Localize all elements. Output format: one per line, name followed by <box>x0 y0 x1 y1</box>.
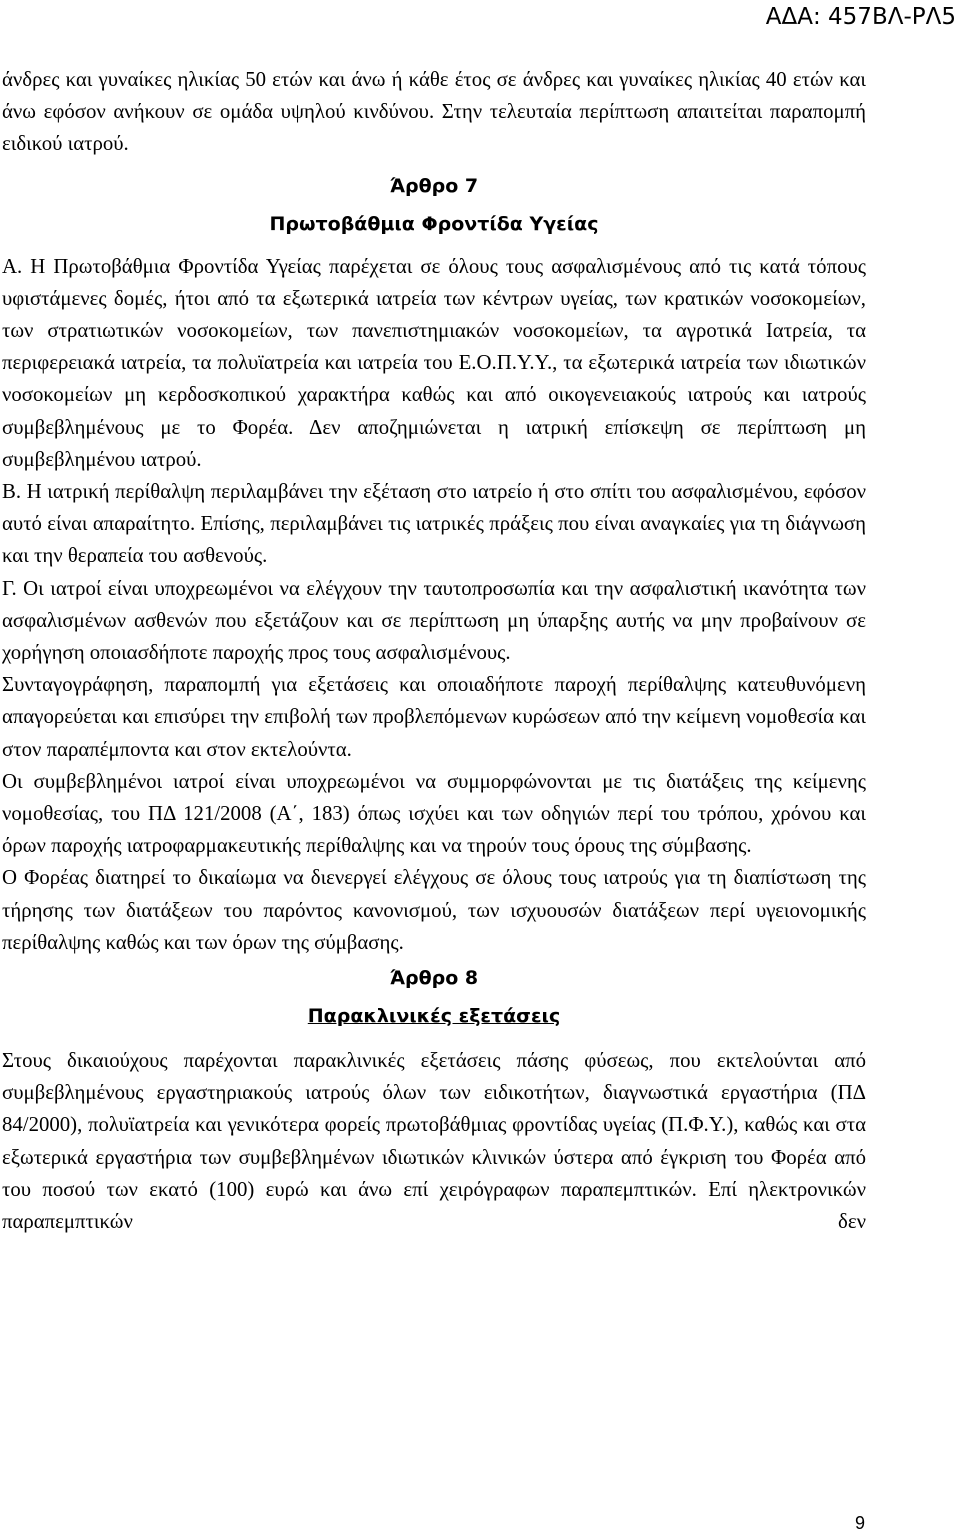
article-7-paragraph-a: Α. Η Πρωτοβάθμια Φροντίδα Υγείας παρέχεται σε όλους τους ασφαλισμένους από τις κατά τόπους υφιστάμενες δομές, ήτοι από τα εξωτερικά ιατρεία των κέντρων υγείας, των κρατικών νοσοκομείων, των στρατιωτικών νοσοκομείων, των πανεπιστημιακών νοσοκομείων, τα αγροτικά Ιατρεία, τα περιφερειακά ιατρεία, τα πολυϊατρεία και ιατρεία του Ε.Ο.Π.Υ.Υ., τα εξωτερικά ιατρεία των ιδιωτικών νοσοκομείων μη κερδοσκοπικού χαρακτήρα καθώς και από οικογενειακούς ιατρούς και ιατρούς συμβεβλημένους με το Φορέα. Δεν αποζημιώνεται η ιατρική επίσκεψη σε περίπτωση μη συμβεβλημένου ιατρού. <box>2 254 866 471</box>
article-8-title: Άρθρο 8 <box>389 967 479 990</box>
article-7-paragraph-c: Γ. Οι ιατροί είναι υποχρεωμένοι να ελέγχουν την ταυτοπροσωπία και την ασφαλιστική ικανότητα των ασφαλισμένων ασθενών που εξετάζουν και σε περίπτωση μη ύπαρξης αυτής να μην προβαίνουν σε χορήγηση οποιασδήποτε παροχής προς τους ασφαλισμένους. <box>2 576 866 665</box>
article-7-paragraph-e: Οι συμβεβλημένοι ιατροί είναι υποχρεωμένοι να συμμορφώνονται με τις διατάξεις της κείμενης νομοθεσίας, του ΠΔ 121/2008 (Α΄, 183) όπως ισχύει και των οδηγιών περί του τρόπου, χρόνου και όρων παροχής ιατροφαρμακευτικής περίθαλψης και να τηρούν τους όρους της σύμβασης. <box>2 769 866 858</box>
article-7-subtitle: Πρωτοβάθμια Φροντίδα Υγείας <box>269 212 599 235</box>
article-7-paragraph-f: Ο Φορέας διατηρεί το δικαίωμα να διενεργεί ελέγχους σε όλους τους ιατρούς για τη διαπίστωση της τήρησης των διατάξεων του παρόντος κανονισμού, των ισχυουσών διατάξεων περί υγειονομικής περίθαλψης καθώς και των όρων της σύμβασης. <box>2 866 866 954</box>
article-7-paragraph-d: Συνταγογράφηση, παραπομπή για εξετάσεις και οποιαδήποτε παροχή περίθαλψης κατευθυνόμενη απαγορεύεται και επισύρει την επιβολή των προβλεπόμενων κυρώσεων από την κείμενη νομοθεσία και στον παραπέμποντα και στον εκτελούντα. <box>2 673 866 761</box>
article-7-title: Άρθρο 7 <box>389 174 479 197</box>
article-8-paragraph-1: Στους δικαιούχους παρέχονται παρακλινικές εξετάσεις πάσης φύσεως, που εκτελούνται από συμβεβλημένους εργαστηριακούς ιατρούς όλων των ειδικοτήτων, διαγνωστικά εργαστήρια (ΠΔ 84/2000), πολυϊατρεία και γενικότερα φορείς πρωτοβάθμιας φροντίδας υγείας (Π.Φ.Υ.), καθώς και στα εξωτερικά εργαστήρια των συμβεβλημένων ιδιωτικών κλινικών ύστερα από έγκριση του Φορέα από του ποσού των εκατό (100) ευρώ και άνω επί χειρόγραφων παραπεμπτικών. Επί ηλεκτρονικών παραπεμπτικών δεν <box>2 1049 866 1234</box>
document-body <box>2 64 866 1238</box>
ada-code: ΑΔΑ: 457ΒΛ-ΡΛ5 <box>765 4 956 30</box>
article-7-paragraph-b: Β. Η ιατρική περίθαλψη περιλαμβάνει την εξέταση στο ιατρείο ή στο σπίτι του ασφαλισμένου, εφόσον αυτό είναι απαραίτητο. Επίσης, περιλαμβάνει τις ιατρικές πράξεις που είναι αναγκαίες για τη διάγνωση και την θεραπεία του ασθενούς. <box>2 480 866 568</box>
article-8-subtitle: Παρακλινικές εξετάσεις <box>307 1005 561 1028</box>
page-number: 9 <box>855 1513 866 1533</box>
intro-paragraph: άνδρες και γυναίκες ηλικίας 50 ετών και άνω ή κάθε έτος σε άνδρες και γυναίκες ηλικίας 40 ετών και άνω εφόσον ανήκουν σε ομάδα υψηλού κινδύνου. Στην τελευταία περίπτωση απαιτείται παραπομπή ειδικού ιατρού. <box>2 68 866 156</box>
